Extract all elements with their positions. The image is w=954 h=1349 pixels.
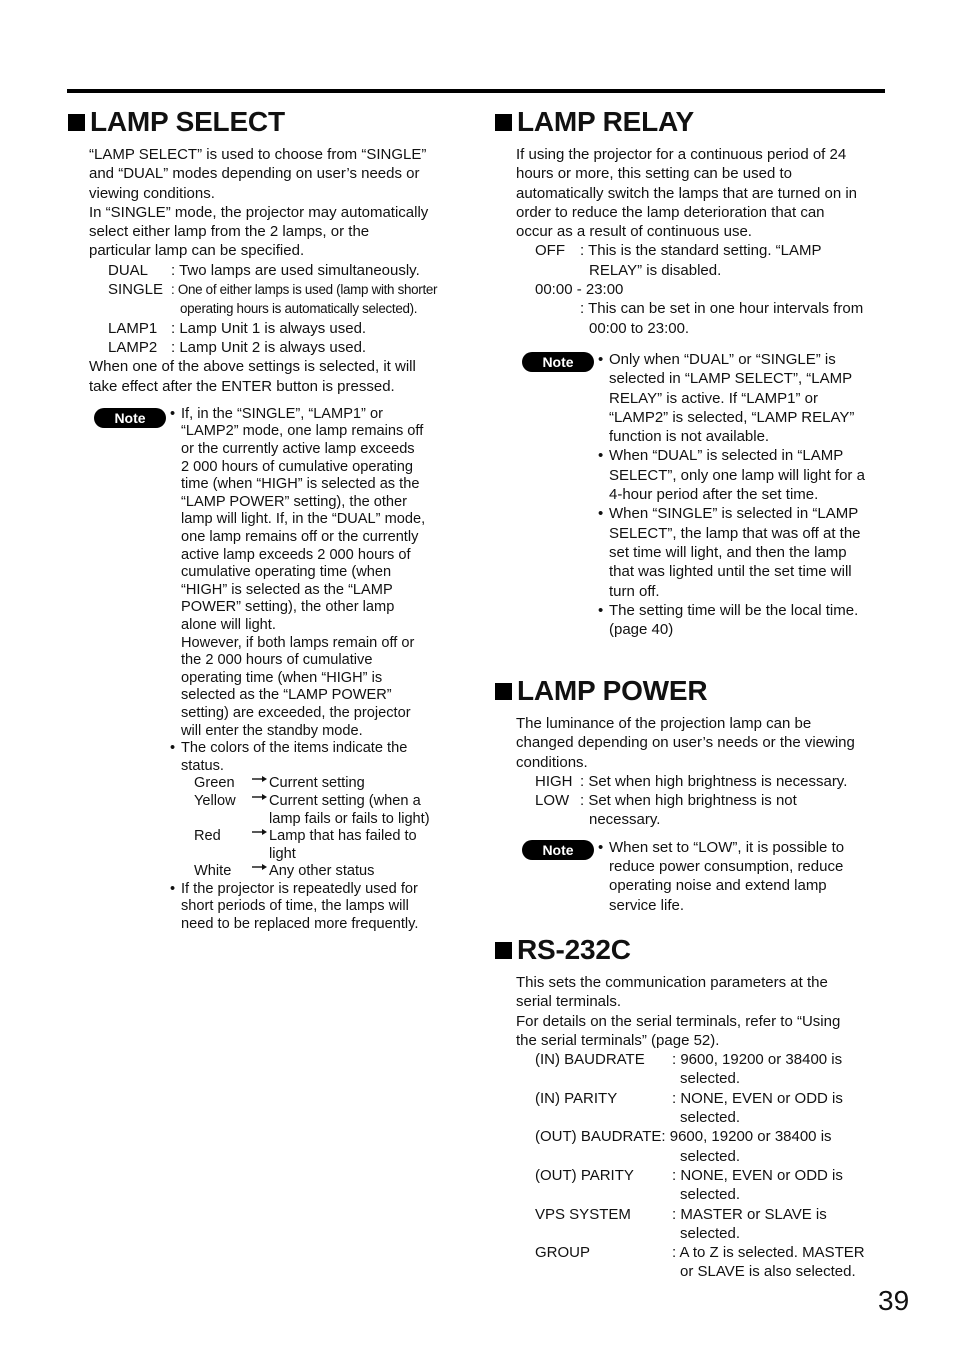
note-bullet: • If the projector is repeatedly used for short periods of time, the lamps will need to be replaced more frequently. (170, 880, 419, 933)
legend-green: Green Current setting (194, 775, 365, 792)
option-out-baudrate: (OUT) BAUDRATE : 9600, 19200 or 38400 is (535, 1128, 832, 1146)
paragraph-line: conditions. (516, 753, 588, 771)
paragraph-line: order to reduce the lamp deterioration that can (516, 203, 825, 221)
option-high: HIGH : Set when high brightness is necessary. (535, 772, 848, 790)
lamp-power-section (495, 675, 895, 915)
note-badge: Note (94, 408, 166, 428)
paragraph-line: occur as a result of continuous use. (516, 223, 752, 241)
note-bullet: • Only when “DUAL” or “SINGLE” is selected in “LAMP SELECT”, “LAMP RELAY” is active. If “LAMP1” or “LAMP2” is selected, “LAMP RELAY” function is not available. (598, 350, 855, 446)
legend-red: Red Lamp that has failed to (194, 828, 417, 845)
paragraph-line: take effect after the ENTER button is pressed. (89, 377, 395, 395)
paragraph-line: hours or more, this setting can be used to (516, 165, 792, 183)
rs232c-options: (IN) BAUDRATE : 9600, 19200 or 38400 is selected. (IN) PARITY : NONE, EVEN or ODD is selected. (OUT) BAUDRATE : 9600, 19200 or 38400 is selected. (OUT) PARITY : NONE, EVEN or ODD is selected. VPS SYSTEM : MASTER or SLAVE is selected. GROUP : A to Z is selected. MASTER or SLAVE is also selected. (535, 1050, 895, 1282)
square-bullet-icon (495, 942, 512, 959)
lamp-power-heading: LAMP POWER (495, 675, 895, 707)
note-bullet: • When set to “LOW”, it is possible to reduce power consumption, reduce operating noise and extend lamp service life. (598, 838, 845, 914)
rs232c-heading: RS-232C (495, 934, 895, 966)
color-legend: Green Current setting Yellow Current setting (when a lamp fails or fails to light) Red Lamp that has failed to light White Any other status (194, 775, 430, 880)
lamp-select-note (94, 406, 468, 934)
legend-white: White Any other status (194, 863, 375, 880)
paragraph-line: serial terminals. (516, 993, 622, 1011)
option-low: LOW : Set when high brightness is not (535, 792, 797, 810)
paragraph-line: select either lamp from the 2 lamps, or the (89, 223, 370, 241)
option-off: OFF : This is the standard setting. “LAMP (535, 242, 822, 260)
paragraph-line: particular lamp can be specified. (89, 242, 305, 260)
arrow-right-icon (252, 793, 267, 801)
option-vps-system: VPS SYSTEM : MASTER or SLAVE is (535, 1205, 827, 1223)
paragraph-line: viewing conditions. (89, 184, 215, 202)
note-badge: Note (522, 840, 594, 860)
option-in-parity: (IN) PARITY : NONE, EVEN or ODD is (535, 1089, 843, 1107)
paragraph-line: For details on the serial terminals, refer to “Using (516, 1012, 841, 1030)
paragraph-line: This sets the communication parameters at the (516, 974, 828, 991)
paragraph-line: “LAMP SELECT” is used to choose from “SINGLE” (89, 146, 427, 163)
paragraph-line: the serial terminals” (page 52). (516, 1031, 720, 1049)
lamp-power-note (522, 838, 895, 915)
note-bullet: • When “SINGLE” is selected in “LAMP SELECT”, the lamp that was off at the set time will light, and then the lamp that was lighted until the set time will turn off. (598, 505, 861, 600)
arrow-right-icon (252, 775, 267, 783)
option-group: GROUP : A to Z is selected. MASTER (535, 1244, 865, 1262)
page-number: 39 (878, 1285, 910, 1316)
lamp-power-options: HIGH : Set when high brightness is necessary. LOW : Set when high brightness is not necessary. (535, 772, 895, 830)
option-dual: DUAL : Two lamps are used simultaneously. (108, 261, 420, 279)
paragraph-line: automatically switch the lamps that are turned on in (516, 184, 858, 202)
square-bullet-icon (495, 114, 512, 131)
note-bullet: • The setting time will be the local time. (page 40) (598, 601, 859, 639)
paragraph-line: The luminance of the projection lamp can be (516, 715, 812, 732)
option-lamp1: LAMP1 : Lamp Unit 1 is always used. (108, 319, 367, 337)
option-in-baudrate: (IN) BAUDRATE : 9600, 19200 or 38400 is (535, 1051, 843, 1069)
lamp-select-options: DUAL : Two lamps are used simultaneously. SINGLE : One of either lamps is used (lamp with shorter operating hours is automatically selected). LAMP1 : Lamp Unit 1 is always used. LAMP2 : Lamp Unit 2 is always used. (108, 261, 468, 357)
lamp-select-section (68, 106, 468, 934)
lamp-relay-note (522, 350, 895, 639)
arrow-right-icon (252, 828, 267, 836)
legend-yellow: Yellow Current setting (when a (194, 792, 421, 809)
paragraph-line: changed depending on user’s needs or the viewing (516, 734, 855, 752)
paragraph-line: When one of the above settings is selected, it will (89, 358, 416, 376)
top-rule (67, 89, 885, 93)
option-time: 00:00 - 23:00 (535, 281, 624, 299)
option-lamp2: LAMP2 : Lamp Unit 2 is always used. (108, 338, 367, 356)
rs232c-section (495, 934, 895, 1282)
note-bullet: • If, in the “SINGLE”, “LAMP1” or “LAMP2” mode, one lamp remains off or the currently active lamp exceeds 2 000 hours of cumulative operating time (when “HIGH” is selected as the “LAMP POWER” setting), the other lamp will light. If, in the “DUAL” mode, one lamp remains off or the currently active lamp exceeds 2 000 hours of cumulative operating time (when “HIGH” is selected as the “LAMP POWER” setting), the other lamp alone will light. However, if both lamps remain off or the 2 000 hours of cumulative operating time (when “HIGH” is selected as the “LAMP POWER” setting) are exceeded, the projector will enter the standby mode. (170, 405, 426, 739)
lamp-relay-heading: LAMP RELAY (495, 106, 895, 138)
lamp-relay-section (495, 106, 895, 639)
lamp-select-heading: LAMP SELECT (68, 106, 468, 138)
paragraph-line: If using the projector for a continuous period of 24 (516, 146, 847, 163)
paragraph-line: and “DUAL” modes depending on user’s needs or (89, 165, 420, 183)
option-single: SINGLE : One of either lamps is used (lamp with shorter (108, 281, 438, 299)
arrow-right-icon (252, 863, 267, 871)
square-bullet-icon (68, 114, 85, 131)
paragraph-line: In “SINGLE” mode, the projector may automatically (89, 203, 429, 221)
lamp-relay-options: OFF : This is the standard setting. “LAMP RELAY” is disabled. 00:00 - 23:00 : This can be set in one hour intervals from 00:00 to 23:00. (535, 241, 895, 337)
note-badge: Note (522, 352, 594, 372)
note-bullet: • The colors of the items indicate the status. (170, 740, 408, 774)
option-out-parity: (OUT) PARITY : NONE, EVEN or ODD is (535, 1166, 843, 1184)
square-bullet-icon (495, 683, 512, 700)
note-bullet: • When “DUAL” is selected in “LAMP SELECT”, only one lamp will light for a 4-hour period after the set time. (598, 447, 865, 504)
